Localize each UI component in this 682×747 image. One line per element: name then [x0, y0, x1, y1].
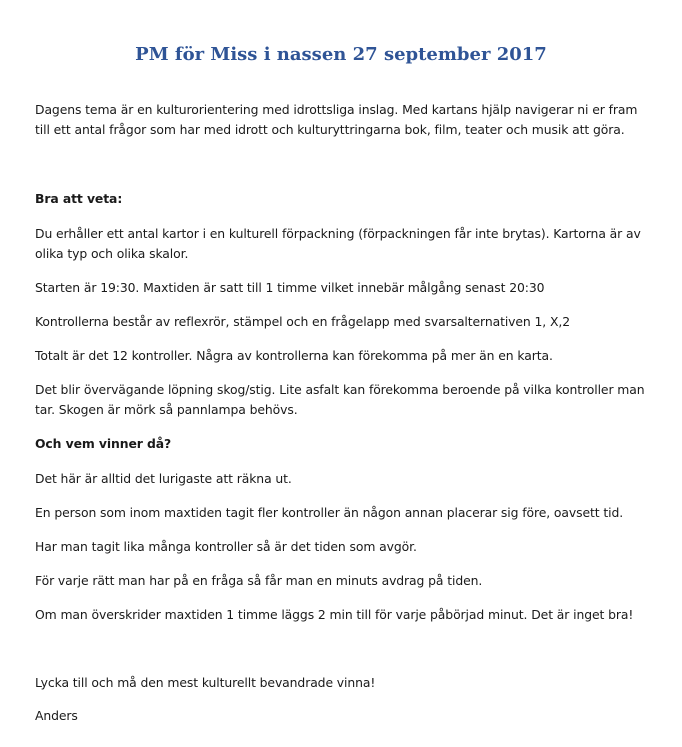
paragraph-correct-answers: För varje rätt man har på en fråga så får man en minuts avdrag på tiden. [35, 573, 483, 588]
paragraph-tricky: Det här är alltid det lurigaste att räkna ut. [35, 471, 292, 486]
section-heading-who-wins: Och vem vinner då? [35, 436, 172, 451]
paragraph-maps: Du erhåller ett antal kartor i en kulturell förpackning (förpackningen får inte brytas). Kartorna är av olika typ och olika skalor. [35, 226, 641, 261]
closing-line: Lycka till och må den mest kulturellt bevandrade vinna! [35, 675, 376, 690]
signature: Anders [35, 708, 78, 723]
paragraph-start-time: Starten är 19:30. Maxtiden är satt till 1 timme vilket innebär målgång senast 20:30 [35, 280, 545, 295]
intro-paragraph: Dagens tema är en kulturorientering med idrottsliga inslag. Med kartans hjälp navigerar ni er fram till ett antal frågor som har med idrott och kulturyttringarna bok, film, teater och musik att göra. [35, 102, 638, 137]
paragraph-tie-break: Har man tagit lika många kontroller så är det tiden som avgör. [35, 539, 417, 554]
paragraph-most-controls: En person som inom maxtiden tagit fler kontroller än någon annan placerar sig före, oavsett tid. [35, 505, 624, 520]
paragraph-overtime: Om man överskrider maxtiden 1 timme läggs 2 min till för varje påbörjad minut. Det är inget bra! [35, 607, 634, 622]
document-title: PM för Miss i nassen 27 september 2017 [135, 44, 547, 65]
paragraph-terrain: Det blir övervägande löpning skog/stig. Lite asfalt kan förekomma beroende på vilka kontroller man tar. Skogen är mörk så pannlampa behövs. [35, 382, 645, 417]
paragraph-controls: Kontrollerna består av reflexrör, stämpel och en frågelapp med svarsalternativen 1, X,2 [35, 314, 570, 329]
section-heading-good-to-know: Bra att veta: [35, 191, 123, 206]
paragraph-total-controls: Totalt är det 12 kontroller. Några av kontrollerna kan förekomma på mer än en karta. [35, 348, 553, 363]
